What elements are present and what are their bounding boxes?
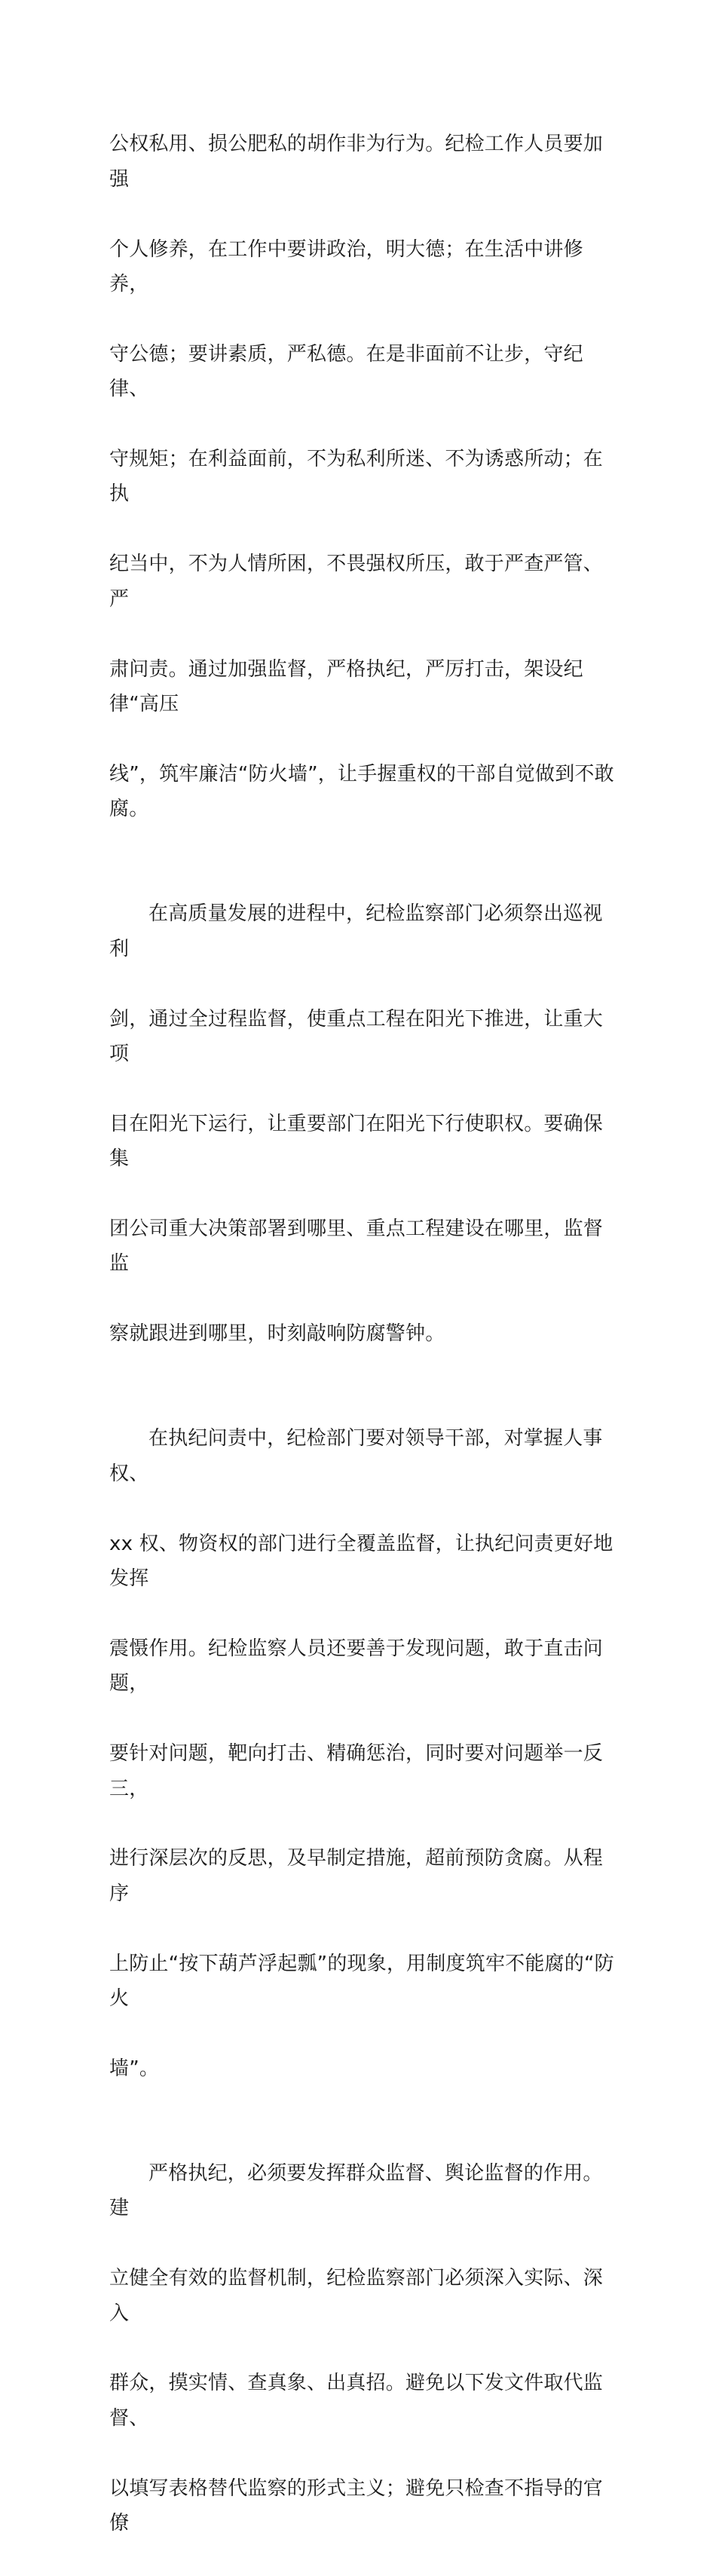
paragraph-2 bbox=[109, 862, 622, 1386]
text-line: 守规矩；在利益面前，不为私利所迷、不为诱惑所动；在执 bbox=[109, 448, 604, 506]
text-line: 纪当中，不为人情所困，不畏强权所压，敢于严查严管、严 bbox=[109, 553, 604, 611]
text-line: 要针对问题，靶向打击、精确惩治，同时要对问题举一反三， bbox=[109, 1742, 604, 1800]
text-line: 守公德；要讲素质，严私德。在是非面前不让步，守纪律、 bbox=[109, 342, 583, 401]
text-line: 墙”。 bbox=[109, 2057, 160, 2080]
text-line: 线”，筑牢廉洁“防火墙”，让手握重权的干部自觉做到不敢腐。 bbox=[109, 762, 614, 821]
text-line: 在执纪问责中，纪检部门要对领导干部，对掌握人事权、 bbox=[109, 1427, 603, 1485]
text-line: 上防止“按下葫芦浮起瓢”的现象，用制度筑牢不能腐的“防火 bbox=[109, 1952, 614, 2010]
text-line: 肃问责。通过加强监督，严格执纪，严厉打击，架设纪律“高压 bbox=[109, 657, 583, 715]
text-line: 震慑作用。纪检监察人员还要善于发现问题，敢于直击问题， bbox=[109, 1637, 604, 1695]
document-body bbox=[109, 92, 622, 2576]
text-line: 个人修养，在工作中要讲政治，明大德；在生活中讲修养， bbox=[109, 237, 583, 296]
text-line: 察就跟进到哪里，时刻敲响防腐警钟。 bbox=[109, 1322, 445, 1346]
text-line: 严格执纪，必须要发挥群众监督、舆论监督的作用。建 bbox=[109, 2161, 603, 2220]
text-line: 在高质量发展的进程中，纪检监察部门必须祭出巡视利 bbox=[109, 902, 603, 960]
paragraph-1 bbox=[109, 92, 622, 862]
text-line: xx 权、物资权的部门进行全覆盖监督，让执纪问责更好地发挥 bbox=[109, 1532, 613, 1591]
text-line: 剑，通过全过程监督，使重点工程在阳光下推进，让重大项 bbox=[109, 1007, 604, 1065]
text-line: 目在阳光下运行，让重要部门在阳光下行使职权。要确保集 bbox=[109, 1112, 604, 1171]
text-line: 群众，摸实情、查真象、出真招。避免以下发文件取代监督、 bbox=[109, 2372, 604, 2430]
text-line: 进行深层次的反思，及早制定措施，超前预防贪腐。从程序 bbox=[109, 1847, 604, 1905]
text-line: 团公司重大决策部署到哪里、重点工程建设在哪里，监督监 bbox=[109, 1218, 604, 1276]
text-line: 公权私用、损公肥私的胡作非为行为。纪检工作人员要加强 bbox=[109, 133, 604, 191]
text-line: 立健全有效的监督机制，纪检监察部门必须深入实际、深入 bbox=[109, 2267, 604, 2325]
text-line: 以填写表格替代监察的形式主义；避免只检查不指导的官僚 bbox=[109, 2476, 604, 2535]
paragraph-3 bbox=[109, 1386, 622, 2121]
paragraph-4 bbox=[109, 2121, 622, 2576]
